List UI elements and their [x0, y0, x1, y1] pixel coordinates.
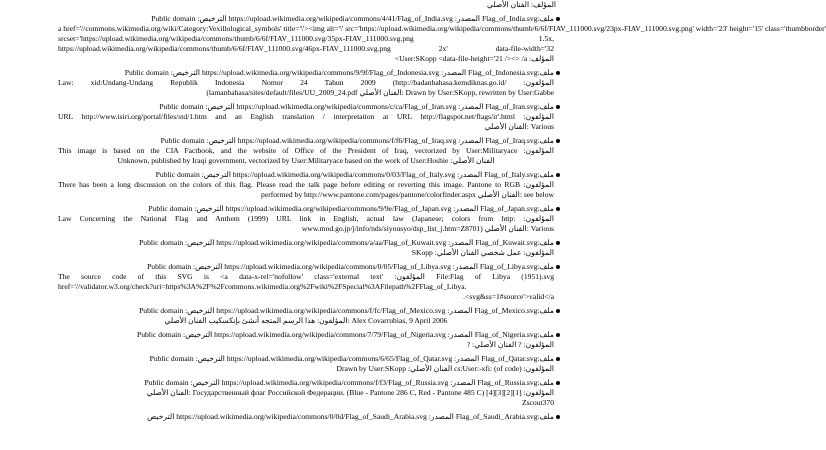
entry-line: Law Concerning the National Flag and Anthem (1999) URL link in English, actual law (Japanese; colors from http: :المؤلفون	[58, 214, 554, 223]
entry-line: ملف:Flag_of_Italy.svg المصدر: https://upload.wikimedia.org/wikipedia/commons/0/03/Flag_of_Italy.svg الترخيص: Public domain	[155, 170, 554, 179]
entry-flag-iran	[22, 102, 582, 132]
entry-line: ملف:Flag_of_Indonesia.svg المصدر: https://upload.wikimedia.org/wikipedia/commons/9/9f/Flag_of_Indonesia.svg الترخيص: Public domain	[124, 68, 554, 77]
entry-line: https://upload.wikimedia.org/wikipedia/commons/thumb/6/6f/FIAV_111000.svg/46px-FIAV_111000.svg.png 2x' data-file-width='32	[58, 44, 554, 53]
entry-flag-kuwait	[22, 238, 582, 258]
entry-line: href='//validator.w3.org/check?uri=https%3A%2F%2Fcommons.wikimedia.org%2Fwiki%2FSpecial%3AFilepath%2FFlag_of_Libya.	[58, 282, 467, 291]
bullet-icon	[556, 309, 560, 313]
entry-line: ملف:Flag_of_Nigeria.svg المصدر: https://upload.wikimedia.org/wikipedia/commons/7/79/Flag_of_Nigeria.svg الترخيص: Public domain	[136, 330, 554, 339]
bullet-icon	[556, 333, 560, 337]
bullet-icon	[556, 207, 560, 211]
bullet-icon	[556, 17, 560, 21]
entry-line: ملف:Flag_of_Libya.svg المصدر: https://upload.wikimedia.org/wikipedia/commons/0/05/Flag_of_Libya.svg الترخيص: Public domain	[147, 262, 554, 271]
entry-line: المؤلفون: ? الفنان الأصلي: ?	[466, 340, 554, 349]
entry-line: Law: xid:Undang-Undang Republik Indonesia Nomor 24 Tahun 2009 (http://badanbahasa.kemdiknas.go.id/ :المؤلفون	[58, 78, 554, 87]
entry-line: URL http://www.isiri.org/portal/files/std/1.htm and an English translation / interpretation at URL http://flagspot.net/flags/ir'.html :المؤلفون	[58, 112, 554, 121]
bullet-icon	[556, 139, 560, 143]
entry-line: ملف:Flag_of_Iraq.svg المصدر: https://upload.wikimedia.org/wikipedia/commons/f/f6/Flag_of_Iraq.svg الترخيص: Public domain	[160, 136, 554, 145]
entry-flag-mexico	[22, 306, 582, 326]
attribution-page	[22, 0, 826, 422]
entry-line: Drawn by User:SKopp, rewritten by User:Gabbe :الفنان الأصلي lamanbahasa/sites/default/files/UU_2009_24.pdf)	[206, 88, 554, 97]
bullet-icon	[556, 173, 560, 177]
entry-line: ملف:Flag_of_India.svg المصدر: https://upload.wikimedia.org/wikipedia/commons/4/41/Flag_of_India.svg الترخيص: Public domain	[151, 14, 554, 23]
bullet-icon	[556, 71, 560, 75]
bullet-icon	[556, 357, 560, 361]
bullet-icon	[556, 265, 560, 269]
entry-line: ملف:Flag_of_Kuwait.svg المصدر: https://upload.wikimedia.org/wikipedia/commons/a/aa/Flag_of_Kuwait.svg الترخيص: Public domain	[139, 238, 554, 247]
bullet-icon	[556, 415, 560, 419]
entry-line: ملف:Flag_of_Qatar.svg المصدر: https://upload.wikimedia.org/wikipedia/commons/6/65/Flag_of_Qatar.svg الترخيص: Public domain	[149, 354, 554, 363]
entry-line: svg&ss=1#source'>valid</a>.	[463, 292, 554, 301]
entry-line: المؤلفون: [1][2][3][4] Государственный флаг Российской Федерации. (Blue - Pantone 286 C, Red - Pantone 485 C) :الفنان الأصلي	[146, 388, 554, 397]
entry-line: المؤلفون: (of code) :cs:User:-xfi الفنان الأصلي: Drawn by User:SKopp	[336, 364, 554, 373]
entry-line: This image is based on the CIA Factbook, and the website of Office of the President of Iraq, vectorized by User:Militaryace :المؤلفون	[58, 146, 554, 155]
entry-flag-libya	[22, 262, 582, 302]
top-author-line: المؤلف: الفنان الأصلي	[487, 0, 556, 9]
entry-flag-qatar	[22, 354, 582, 374]
entry-line: ملف:Flag_of_Japan.svg المصدر: https://upload.wikimedia.org/wikipedia/commons/9/9e/Flag_of_Japan.svg الترخيص: Public domain	[148, 204, 554, 213]
entry-line: ملف:Flag_of_Russia.svg المصدر: https://upload.wikimedia.org/wikipedia/commons/f/f3/Flag_of_Russia.svg الترخيص: Public domain	[144, 378, 554, 387]
entries-list	[22, 14, 826, 422]
entry-flag-russia	[22, 378, 582, 408]
bullet-icon	[556, 241, 560, 245]
entry-flag-indonesia	[22, 68, 582, 98]
entry-flag-iraq	[22, 136, 582, 166]
entry-line: Various :الفنان الأصلي (www.mod.go.jp/j/info/nds/siyousyo/dsp_list_j.htm=Z8701	[301, 224, 554, 233]
entry-flag-india	[22, 14, 826, 64]
entry-line: المؤلفون: عمل شخصي الفنان الأصلي: SKopp	[411, 248, 554, 257]
entry-flag-saudi-arabia	[22, 412, 582, 422]
entry-line: ملف:Flag_of_Mexico.svg المصدر: https://upload.wikimedia.org/wikipedia/commons/f/fc/Flag_of_Mexico.svg الترخيص: Public domain	[139, 306, 554, 315]
entry-line: المؤلفون: هذا الرسم المتجه أنشئ بإنكسكيب الفنان الأصلي: Alex Covarrubias, 9 April 2006	[164, 316, 448, 325]
entry-line: srcset='https://upload.wikimedia.org/wikipedia/commons/thumb/6/6f/FIAV_111000.svg/35px-FIAV_111000.svg.png 1.5x,	[58, 34, 554, 43]
entry-line: see below :الفنان الأصلي performed by http://www.pantone.com/pages/pantone/colorfinder.aspx	[261, 190, 554, 199]
entry-line: ملف:Flag_of_Saudi_Arabia.svg المصدر: https://upload.wikimedia.org/wikipedia/commons/0/0d/Flag_of_Saudi_Arabia.svg الترخيص	[147, 412, 554, 421]
entry-flag-italy	[22, 170, 582, 200]
entry-flag-nigeria	[22, 330, 582, 350]
entry-line: المؤلف: User:SKopp <data-file-height='21 /><> /a>	[394, 54, 554, 63]
bullet-icon	[556, 105, 560, 109]
entry-line: Unknown, published by Iraqi government, vectorized by User:Militaryace based on the work of User:Hoshie :الفنان الأصلي	[117, 156, 495, 165]
entry-flag-japan	[22, 204, 582, 234]
entry-line: There has been a long discussion on the colors of this flag. Please read the talk page before editing or reverting this image. Pantone to RGB :المؤلفون	[58, 180, 554, 189]
entry-line: a href='//commons.wikimedia.org/wiki/Category:Vexillological_symbols' title='\'><img alt='\' src='https://upload.wikimedia.org/wikipedia/commons/thumb/6/6f/FIAV_111000.svg/23px-FIAV_111000.svg.png' width='23' height='15' class='thumbborder'	[58, 24, 826, 33]
entry-line: The source code of this SVG is <a data-x-rel='nofollow' class='external text' :المؤلفون File:Flag of Libya (1951).svg	[58, 272, 555, 281]
entry-line: Various :الفنان الأصلي	[484, 122, 554, 131]
entry-line: ملف:Flag_of_Iran.svg المصدر: https://upload.wikimedia.org/wikipedia/commons/c/ca/Flag_of_Iran.svg الترخيص: Public domain	[159, 102, 554, 111]
entry-line: Zscout370	[521, 398, 554, 407]
bullet-icon	[556, 381, 560, 385]
